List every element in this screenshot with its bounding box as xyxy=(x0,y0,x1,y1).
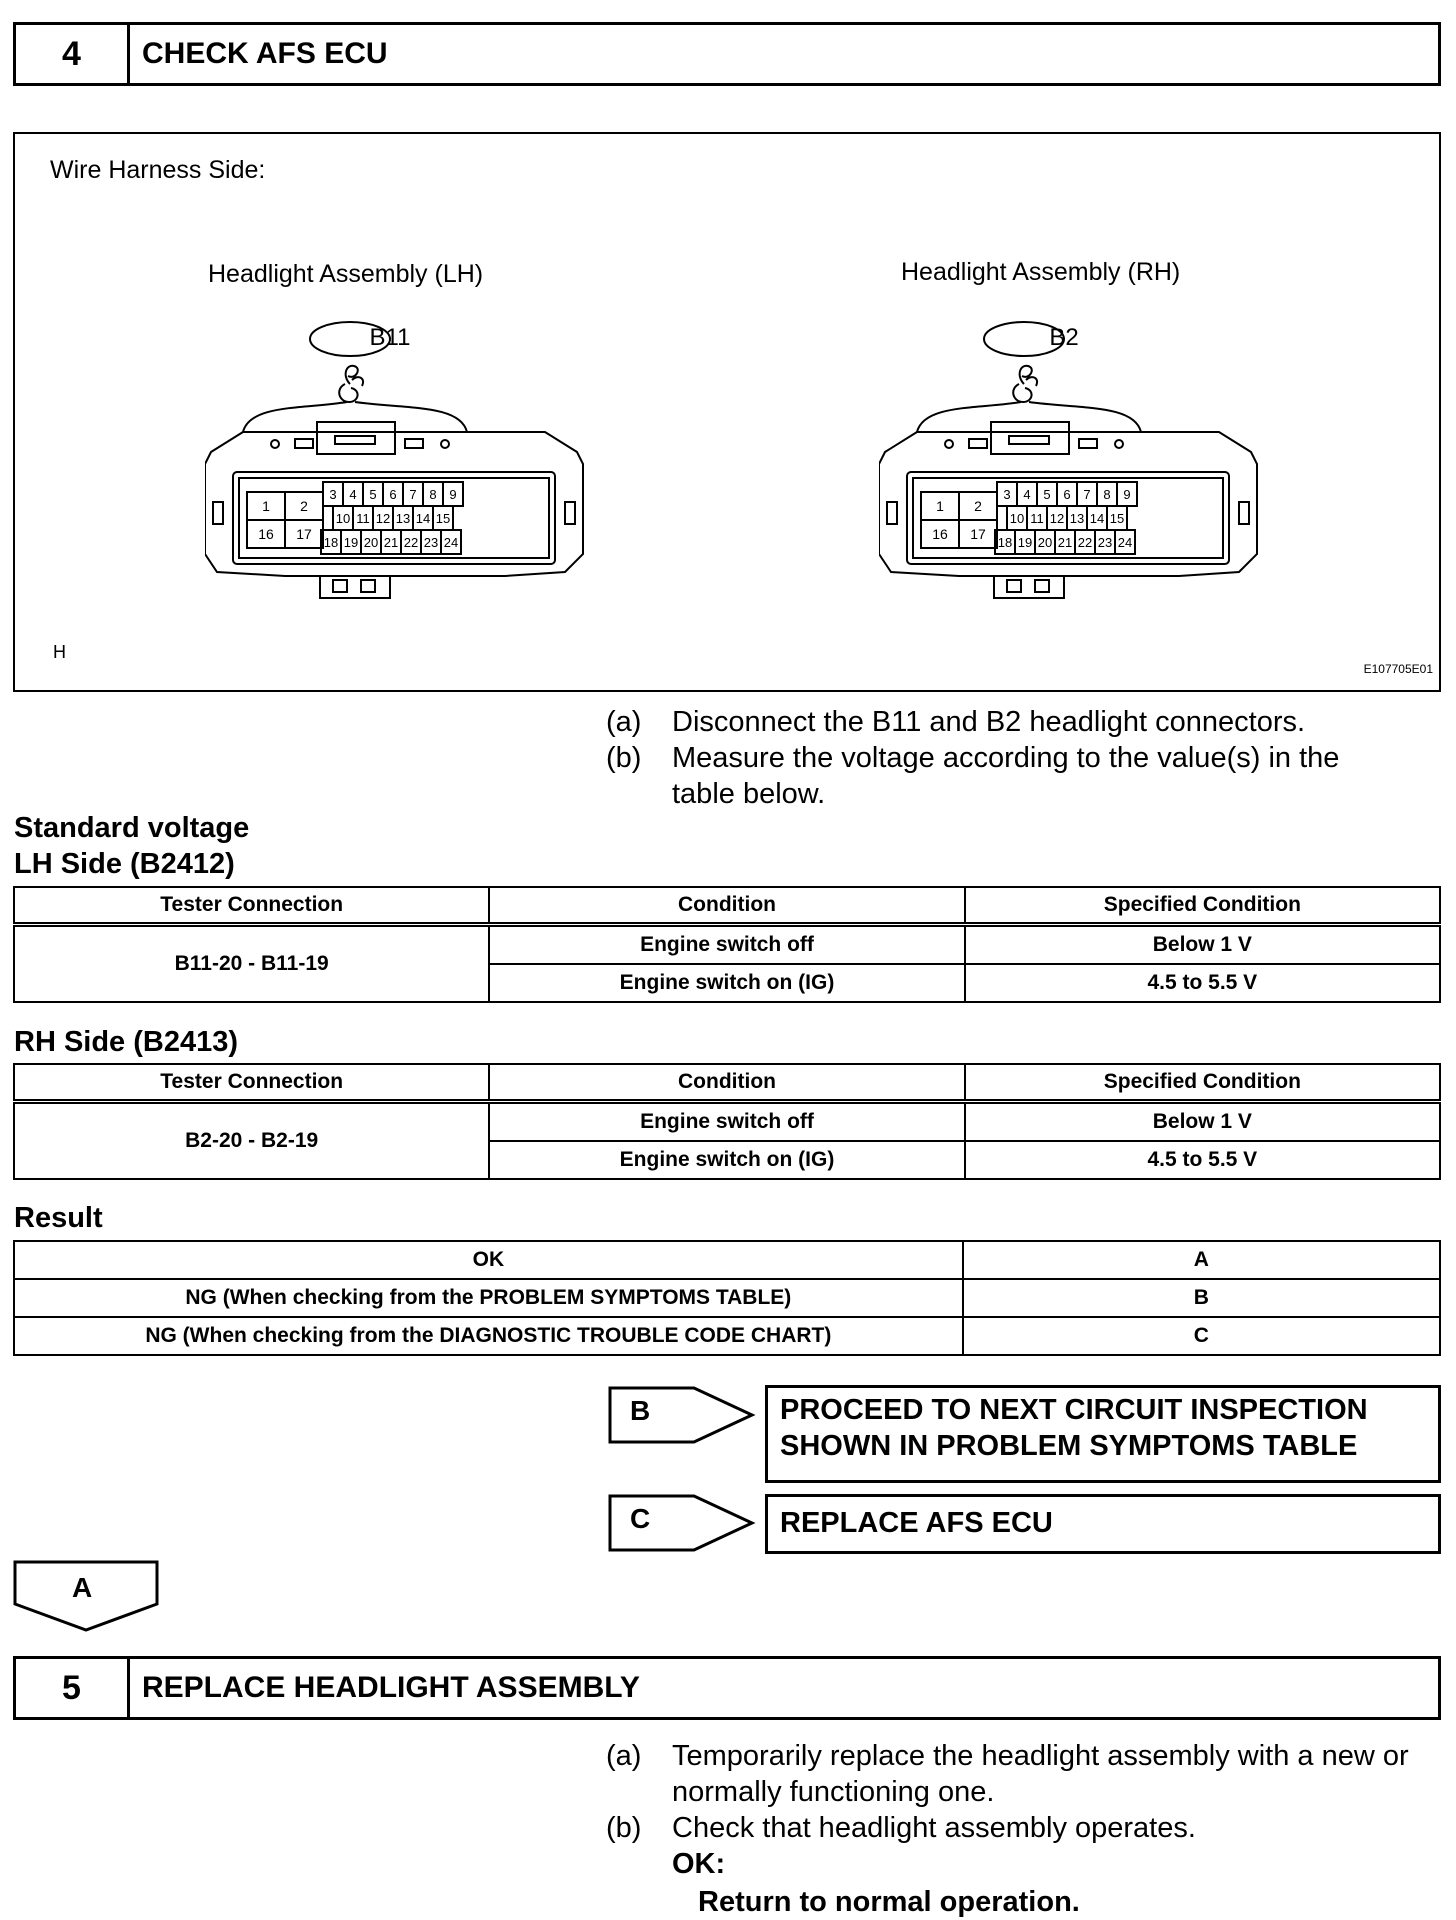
pin-number: 11 xyxy=(1030,511,1044,526)
step-number: 5 xyxy=(16,1659,130,1717)
housing-dot xyxy=(945,440,953,448)
bottom-lug xyxy=(994,576,1064,598)
connector-b2-diagram xyxy=(879,314,1279,624)
instruction-label: (a) xyxy=(606,1740,642,1772)
connector-b11 xyxy=(205,322,583,598)
ok-row xyxy=(606,1846,1426,1882)
ok-text: Return to normal operation. xyxy=(698,1886,1080,1918)
header-tester-connection: Tester Connection xyxy=(14,1064,489,1102)
instruction-item xyxy=(606,704,1426,740)
housing-slot xyxy=(969,439,987,448)
tester-connection-cell: B2-20 - B2-19 xyxy=(14,1102,489,1180)
connector-latch xyxy=(991,422,1069,454)
pin-number: 9 xyxy=(1123,487,1131,502)
pin-number: 8 xyxy=(429,487,437,502)
corner-label: H xyxy=(53,642,66,662)
condition-cell: Engine switch on (IG) xyxy=(489,1141,964,1179)
step-title: REPLACE HEADLIGHT ASSEMBLY xyxy=(142,1671,640,1704)
lh-side-heading: LH Side (B2412) xyxy=(14,848,235,880)
table-row xyxy=(14,1279,1440,1317)
pin-number: 20 xyxy=(363,535,379,550)
pin-number: 21 xyxy=(1057,535,1073,550)
instruction-item xyxy=(606,1738,1426,1810)
spec-cell: 4.5 to 5.5 V xyxy=(965,1141,1440,1179)
wire-bundle-icon xyxy=(339,366,363,402)
instruction-label: (b) xyxy=(606,1812,642,1844)
pin-number: 10 xyxy=(1009,511,1025,526)
pin-number: 22 xyxy=(403,535,419,550)
table-row xyxy=(14,1317,1440,1355)
side-tab xyxy=(213,502,223,524)
table-header-row xyxy=(14,1064,1440,1102)
branch-a-label: A xyxy=(72,1572,93,1603)
pin-number: 5 xyxy=(369,487,377,502)
pin-number: 7 xyxy=(1083,487,1091,502)
housing-dot xyxy=(1115,440,1123,448)
header-specified-condition: Specified Condition xyxy=(965,1064,1440,1102)
pin-number: 22 xyxy=(1077,535,1093,550)
wire-bundle-icon xyxy=(1013,366,1037,402)
pin-number: 15 xyxy=(435,511,451,526)
table-header-row xyxy=(14,887,1440,925)
condition-cell: Engine switch off xyxy=(489,1102,964,1142)
branch-c-action: REPLACE AFS ECU xyxy=(765,1494,1441,1554)
figure-code: E107705E01 xyxy=(1363,662,1433,676)
lug-slot xyxy=(1035,580,1049,592)
housing-slot xyxy=(295,439,313,448)
pin-number: 18 xyxy=(997,535,1013,550)
pin-number: 23 xyxy=(1097,535,1113,550)
pin-number: 2 xyxy=(974,498,982,514)
standard-voltage-heading: Standard voltage xyxy=(14,812,250,844)
lug-slot xyxy=(361,580,375,592)
step-5-header xyxy=(13,1656,1441,1720)
tester-connection-cell: B11-20 - B11-19 xyxy=(14,925,489,1003)
b11-connector-label: B11 xyxy=(369,324,411,351)
pin-number: 19 xyxy=(1017,535,1033,550)
pin-number: 11 xyxy=(356,511,370,526)
housing-dot xyxy=(271,440,279,448)
instruction-item xyxy=(606,740,1426,812)
lh-assembly-title: Headlight Assembly (LH) xyxy=(208,260,484,288)
rh-side-heading: RH Side (B2413) xyxy=(14,1026,239,1058)
pin-number: 12 xyxy=(1049,511,1065,526)
housing-dot xyxy=(441,440,449,448)
pin-number: 4 xyxy=(1023,487,1031,502)
result-code-cell: A xyxy=(963,1241,1440,1279)
condition-cell: Engine switch off xyxy=(489,925,964,965)
rh-voltage-table xyxy=(13,1063,1441,1180)
header-condition: Condition xyxy=(489,1064,964,1102)
pin-number: 3 xyxy=(329,487,337,502)
pin-number: 1 xyxy=(936,498,944,514)
step-5-instructions xyxy=(606,1738,1426,1920)
pin-number: 20 xyxy=(1037,535,1053,550)
instruction-label: (b) xyxy=(606,742,642,774)
pin-number: 8 xyxy=(1103,487,1111,502)
pin-number: 14 xyxy=(415,511,431,526)
latch-slot xyxy=(1009,436,1049,444)
connector-latch xyxy=(317,422,395,454)
branch-b-action xyxy=(765,1385,1441,1483)
result-code-cell: C xyxy=(963,1317,1440,1355)
wire-lead xyxy=(917,402,1141,432)
ok-label: OK: xyxy=(672,1848,726,1880)
connector-b2 xyxy=(879,322,1257,598)
result-cell: OK xyxy=(14,1241,963,1279)
rh-assembly-title: Headlight Assembly (RH) xyxy=(901,258,1181,286)
spec-cell: Below 1 V xyxy=(965,1102,1440,1142)
result-code-cell: B xyxy=(963,1279,1440,1317)
pin-number: 24 xyxy=(443,535,459,550)
pin-number: 17 xyxy=(970,526,986,542)
branch-b-action-line1: PROCEED TO NEXT CIRCUIT INSPECTION xyxy=(780,1394,1368,1426)
step-number: 4 xyxy=(16,25,130,83)
header-specified-condition: Specified Condition xyxy=(965,887,1440,925)
pin-number: 1 xyxy=(262,498,270,514)
pin-number: 7 xyxy=(409,487,417,502)
pin-number: 24 xyxy=(1117,535,1133,550)
connector-figure xyxy=(13,132,1441,692)
b2-connector-label: B2 xyxy=(1049,324,1079,351)
pin-number: 23 xyxy=(423,535,439,550)
pin-number: 14 xyxy=(1089,511,1105,526)
step-4-header xyxy=(13,22,1441,86)
side-tab xyxy=(887,502,897,524)
pin-number: 16 xyxy=(932,526,948,542)
branch-b-action-line2: SHOWN IN PROBLEM SYMPTOMS TABLE xyxy=(780,1430,1358,1462)
latch-slot xyxy=(335,436,375,444)
spec-cell: 4.5 to 5.5 V xyxy=(965,964,1440,1002)
instruction-text: Disconnect the B11 and B2 headlight connectors. xyxy=(672,706,1306,738)
lh-voltage-table xyxy=(13,886,1441,1003)
housing-slot xyxy=(405,439,423,448)
table-row xyxy=(14,925,1440,965)
spec-cell: Below 1 V xyxy=(965,925,1440,965)
table-row xyxy=(14,1241,1440,1279)
result-heading: Result xyxy=(14,1202,103,1234)
step-title: CHECK AFS ECU xyxy=(142,37,388,70)
step-4-instructions xyxy=(606,704,1426,812)
lug-slot xyxy=(333,580,347,592)
instruction-item xyxy=(606,1810,1426,1846)
pin-number: 19 xyxy=(343,535,359,550)
instruction-text: Measure the voltage according to the value(s) in the table below. xyxy=(672,742,1340,810)
wire-harness-side-label: Wire Harness Side: xyxy=(50,156,266,184)
branch-b-label: B xyxy=(630,1395,651,1426)
table-row xyxy=(14,1102,1440,1142)
instruction-text: Check that headlight assembly operates. xyxy=(672,1812,1196,1844)
pin-number: 2 xyxy=(300,498,308,514)
pin-number: 18 xyxy=(323,535,339,550)
result-table xyxy=(13,1240,1441,1356)
instruction-text: Temporarily replace the headlight assembly with a new or normally functioning one. xyxy=(672,1740,1409,1808)
pin-number: 21 xyxy=(383,535,399,550)
pin-number: 6 xyxy=(389,487,397,502)
result-cell: NG (When checking from the DIAGNOSTIC TROUBLE CODE CHART) xyxy=(14,1317,963,1355)
bottom-lug xyxy=(320,576,390,598)
side-tab xyxy=(1239,502,1249,524)
wire-lead xyxy=(243,402,467,432)
instruction-label: (a) xyxy=(606,706,642,738)
pin-number: 12 xyxy=(375,511,391,526)
header-tester-connection: Tester Connection xyxy=(14,887,489,925)
housing-slot xyxy=(1079,439,1097,448)
ok-text-row xyxy=(606,1884,1426,1920)
lug-slot xyxy=(1007,580,1021,592)
pin-number: 13 xyxy=(1069,511,1085,526)
pin-number: 4 xyxy=(349,487,357,502)
pin-number: 15 xyxy=(1109,511,1125,526)
side-tab xyxy=(565,502,575,524)
pin-number: 13 xyxy=(395,511,411,526)
connector-b11-diagram xyxy=(205,314,605,624)
header-condition: Condition xyxy=(489,887,964,925)
pin-number: 10 xyxy=(335,511,351,526)
pin-number: 17 xyxy=(296,526,312,542)
result-cell: NG (When checking from the PROBLEM SYMPTOMS TABLE) xyxy=(14,1279,963,1317)
condition-cell: Engine switch on (IG) xyxy=(489,964,964,1002)
pin-number: 16 xyxy=(258,526,274,542)
pin-number: 5 xyxy=(1043,487,1051,502)
pin-number: 3 xyxy=(1003,487,1011,502)
pin-number: 9 xyxy=(449,487,457,502)
pin-number: 6 xyxy=(1063,487,1071,502)
branch-c-label: C xyxy=(630,1503,651,1534)
